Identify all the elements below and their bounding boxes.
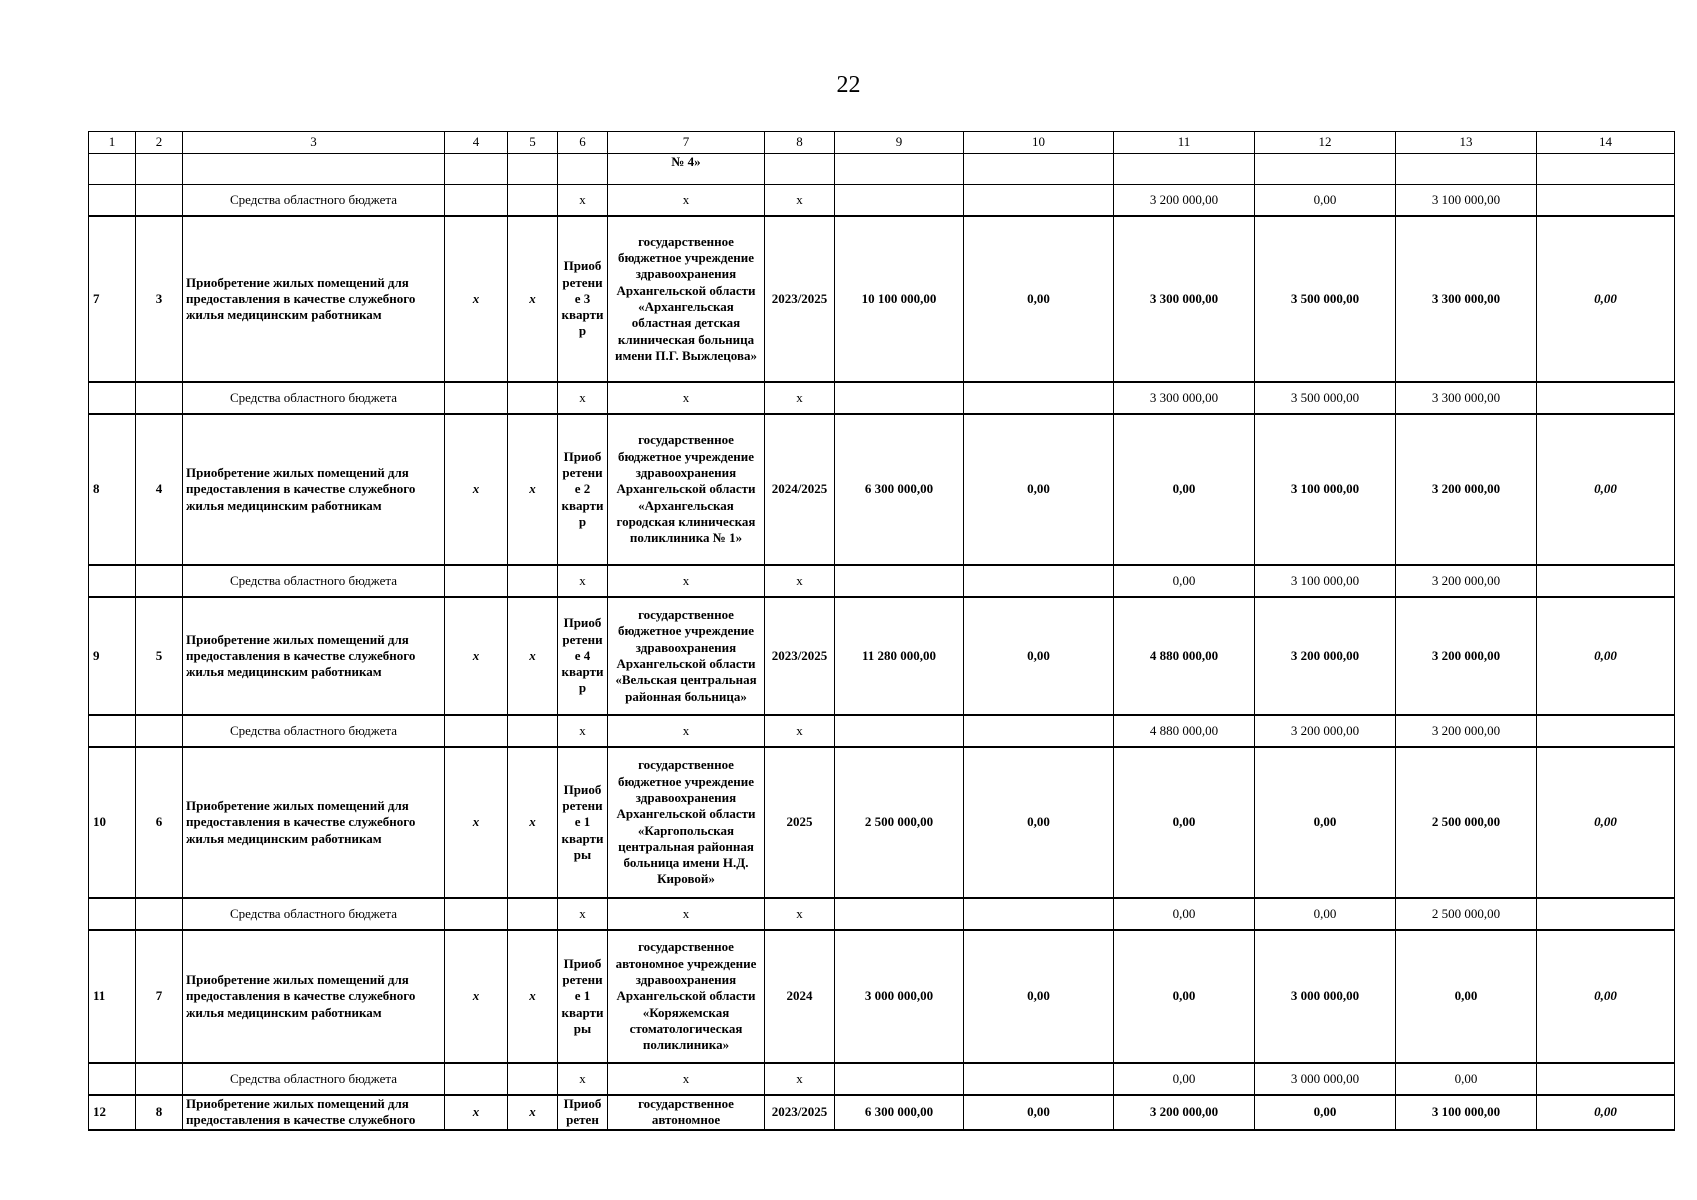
cell (835, 382, 964, 414)
cell (508, 382, 558, 414)
amount-2024: 3 000 000,00 (1255, 1063, 1396, 1095)
column-number: 3 (183, 132, 445, 154)
item-number: 4 (136, 414, 183, 565)
amount-2025: 3 200 000,00 (1396, 414, 1537, 565)
column-number-row (89, 132, 1675, 154)
amount-2023: 0,00 (1114, 747, 1255, 898)
item-name: Приобретение жилых помещений для предоставления в качестве служебного жилья медицинским работникам (183, 930, 445, 1063)
amount-2023: 0,00 (1114, 414, 1255, 565)
amount-2025: 3 300 000,00 (1396, 216, 1537, 382)
item-number: 8 (136, 1095, 183, 1130)
cell (89, 715, 136, 747)
executor-cell: государственное автономное (608, 1095, 765, 1130)
amount-2025: 3 200 000,00 (1396, 565, 1537, 597)
cell: х (558, 382, 608, 414)
row-number: 9 (89, 597, 136, 715)
budget-source-row (89, 1063, 1675, 1095)
cell (1537, 185, 1675, 217)
cell (89, 565, 136, 597)
cell: х (445, 1095, 508, 1130)
item-number: 3 (136, 216, 183, 382)
amount-2025: 3 300 000,00 (1396, 382, 1537, 414)
cell (508, 565, 558, 597)
cell (89, 154, 136, 185)
cell (508, 898, 558, 930)
prior-funding: 0,00 (964, 930, 1114, 1063)
amount-2024: 3 200 000,00 (1255, 597, 1396, 715)
executor-cell: государственное автономное учреждение здравоохранения Архангельской области «Коряжемская стоматологическая поликлиника» (608, 930, 765, 1063)
amount-2025: 0,00 (1396, 1063, 1537, 1095)
table-row (89, 747, 1675, 898)
balance-cell: 0,00 (1537, 414, 1675, 565)
row-number: 7 (89, 216, 136, 382)
row-number: 8 (89, 414, 136, 565)
cell (89, 1063, 136, 1095)
result-cell: Приобретен (558, 1095, 608, 1130)
amount-2024: 3 200 000,00 (1255, 715, 1396, 747)
cell (1537, 154, 1675, 185)
amount-2023: 0,00 (1114, 898, 1255, 930)
cell: х (445, 216, 508, 382)
cell (835, 898, 964, 930)
cell: х (765, 898, 835, 930)
total-cost: 10 100 000,00 (835, 216, 964, 382)
cell: х (608, 382, 765, 414)
cell (136, 154, 183, 185)
item-name: Приобретение жилых помещений для предоставления в качестве служебного жилья медицинским работникам (183, 597, 445, 715)
item-name: Приобретение жилых помещений для предоставления в качестве служебного жилья медицинским работникам (183, 414, 445, 565)
cell (835, 154, 964, 185)
cell (136, 898, 183, 930)
cell (136, 715, 183, 747)
amount-2023: 3 200 000,00 (1114, 1095, 1255, 1130)
funding-source-label: Средства областного бюджета (183, 1063, 445, 1095)
prior-funding: 0,00 (964, 747, 1114, 898)
table-body (89, 185, 1675, 1130)
item-name: Приобретение жилых помещений для предоставления в качестве служебного жилья медицинским работникам (183, 747, 445, 898)
amount-2024: 3 500 000,00 (1255, 216, 1396, 382)
cell: х (558, 565, 608, 597)
cell (445, 154, 508, 185)
funding-source-label: Средства областного бюджета (183, 898, 445, 930)
column-number: 11 (1114, 132, 1255, 154)
table-row (89, 597, 1675, 715)
cell (136, 1063, 183, 1095)
cell: х (608, 1063, 765, 1095)
cell (89, 382, 136, 414)
column-number: 2 (136, 132, 183, 154)
executor-cell: государственное бюджетное учреждение здравоохранения Архангельской области «Архангельская областная детская клиническая больница имени П.Г. Выжлецова» (608, 216, 765, 382)
budget-source-row (89, 898, 1675, 930)
cell: х (608, 715, 765, 747)
total-cost: 6 300 000,00 (835, 414, 964, 565)
amount-2023: 3 300 000,00 (1114, 382, 1255, 414)
prior-funding: 0,00 (964, 597, 1114, 715)
amount-2024: 0,00 (1255, 1095, 1396, 1130)
amount-2024: 3 500 000,00 (1255, 382, 1396, 414)
program-table (88, 131, 1675, 1131)
row-number: 12 (89, 1095, 136, 1130)
budget-source-row (89, 565, 1675, 597)
cell: х (508, 216, 558, 382)
cell (558, 154, 608, 185)
cell (136, 382, 183, 414)
cell (1396, 154, 1537, 185)
column-number: 6 (558, 132, 608, 154)
cell (964, 715, 1114, 747)
table-row (89, 930, 1675, 1063)
cell (964, 154, 1114, 185)
amount-2023: 3 200 000,00 (1114, 185, 1255, 217)
cell (1537, 1063, 1675, 1095)
cell: х (765, 382, 835, 414)
period-cell: 2024 (765, 930, 835, 1063)
cell (1255, 154, 1396, 185)
total-cost: 6 300 000,00 (835, 1095, 964, 1130)
cell (183, 154, 445, 185)
amount-2023: 0,00 (1114, 930, 1255, 1063)
amount-2025: 2 500 000,00 (1396, 898, 1537, 930)
cell (964, 382, 1114, 414)
budget-source-row (89, 382, 1675, 414)
cell (445, 715, 508, 747)
row-number: 10 (89, 747, 136, 898)
cell (964, 1063, 1114, 1095)
executor-cell: № 4» (608, 154, 765, 185)
amount-2023: 0,00 (1114, 1063, 1255, 1095)
budget-source-row (89, 715, 1675, 747)
continuation-row (89, 154, 1675, 185)
amount-2024: 3 100 000,00 (1255, 414, 1396, 565)
cell (964, 565, 1114, 597)
amount-2025: 2 500 000,00 (1396, 747, 1537, 898)
result-cell: Приобретение 3 квартир (558, 216, 608, 382)
cell (835, 565, 964, 597)
cell: х (765, 565, 835, 597)
cell: х (445, 597, 508, 715)
amount-2024: 3 100 000,00 (1255, 565, 1396, 597)
cell: х (508, 1095, 558, 1130)
table-row (89, 216, 1675, 382)
cell: х (445, 414, 508, 565)
balance-cell: 0,00 (1537, 747, 1675, 898)
amount-2024: 0,00 (1255, 185, 1396, 217)
amount-2023: 3 300 000,00 (1114, 216, 1255, 382)
period-cell: 2023/2025 (765, 216, 835, 382)
funding-source-label: Средства областного бюджета (183, 715, 445, 747)
amount-2025: 3 100 000,00 (1396, 1095, 1537, 1130)
balance-cell: 0,00 (1537, 216, 1675, 382)
prior-funding: 0,00 (964, 216, 1114, 382)
cell: х (558, 898, 608, 930)
cell: х (508, 414, 558, 565)
period-cell: 2023/2025 (765, 1095, 835, 1130)
page-number: 22 (836, 72, 861, 98)
cell (1537, 898, 1675, 930)
cell (835, 1063, 964, 1095)
cell: х (765, 185, 835, 217)
amount-2023: 4 880 000,00 (1114, 715, 1255, 747)
amount-2025: 3 200 000,00 (1396, 597, 1537, 715)
budget-source-row (89, 185, 1675, 217)
column-number: 5 (508, 132, 558, 154)
prior-funding: 0,00 (964, 1095, 1114, 1130)
cell (445, 565, 508, 597)
cell: х (508, 597, 558, 715)
result-cell: Приобретение 4 квартир (558, 597, 608, 715)
item-number: 5 (136, 597, 183, 715)
total-cost: 3 000 000,00 (835, 930, 964, 1063)
column-number: 4 (445, 132, 508, 154)
cell (1537, 565, 1675, 597)
result-cell: Приобретение 1 квартиры (558, 930, 608, 1063)
cell (508, 185, 558, 217)
executor-cell: государственное бюджетное учреждение здравоохранения Архангельской области «Каргопольская центральная районная больница имени Н.Д. Кировой» (608, 747, 765, 898)
cell (835, 185, 964, 217)
cell: х (765, 715, 835, 747)
amount-2025: 3 200 000,00 (1396, 715, 1537, 747)
cell (445, 898, 508, 930)
item-name: Приобретение жилых помещений для предоставления в качестве служебного жилья медицинским работникам (183, 216, 445, 382)
amount-2024: 0,00 (1255, 898, 1396, 930)
cell: х (508, 930, 558, 1063)
cell (765, 154, 835, 185)
item-number: 7 (136, 930, 183, 1063)
item-number: 6 (136, 747, 183, 898)
amount-2023: 4 880 000,00 (1114, 597, 1255, 715)
cell (508, 1063, 558, 1095)
cell (1537, 382, 1675, 414)
column-number: 12 (1255, 132, 1396, 154)
cell (508, 154, 558, 185)
table-row (89, 1095, 1675, 1130)
cell: х (508, 747, 558, 898)
cell: х (558, 1063, 608, 1095)
funding-source-label: Средства областного бюджета (183, 185, 445, 217)
period-cell: 2024/2025 (765, 414, 835, 565)
balance-cell: 0,00 (1537, 597, 1675, 715)
funding-source-label: Средства областного бюджета (183, 382, 445, 414)
amount-2024: 0,00 (1255, 747, 1396, 898)
amount-2025: 3 100 000,00 (1396, 185, 1537, 217)
column-number: 8 (765, 132, 835, 154)
funding-source-label: Средства областного бюджета (183, 565, 445, 597)
cell (89, 898, 136, 930)
column-number: 10 (964, 132, 1114, 154)
cell: х (608, 565, 765, 597)
cell (835, 715, 964, 747)
cell (1114, 154, 1255, 185)
balance-cell: 0,00 (1537, 930, 1675, 1063)
cell: х (608, 898, 765, 930)
cell (445, 185, 508, 217)
row-number: 11 (89, 930, 136, 1063)
amount-2023: 0,00 (1114, 565, 1255, 597)
total-cost: 2 500 000,00 (835, 747, 964, 898)
period-cell: 2025 (765, 747, 835, 898)
cell (964, 898, 1114, 930)
result-cell: Приобретение 2 квартир (558, 414, 608, 565)
cell (445, 1063, 508, 1095)
column-number: 14 (1537, 132, 1675, 154)
column-number: 1 (89, 132, 136, 154)
cell (89, 185, 136, 217)
cell: х (558, 715, 608, 747)
cell: х (558, 185, 608, 217)
cell: х (608, 185, 765, 217)
table-row (89, 414, 1675, 565)
total-cost: 11 280 000,00 (835, 597, 964, 715)
prior-funding: 0,00 (964, 414, 1114, 565)
cell: х (445, 930, 508, 1063)
column-number: 7 (608, 132, 765, 154)
column-number: 9 (835, 132, 964, 154)
period-cell: 2023/2025 (765, 597, 835, 715)
result-cell: Приобретение 1 квартиры (558, 747, 608, 898)
cell: х (445, 747, 508, 898)
cell: х (765, 1063, 835, 1095)
item-name: Приобретение жилых помещений для предоставления в качестве служебного (183, 1095, 445, 1130)
executor-cell: государственное бюджетное учреждение здравоохранения Архангельской области «Вельская центральная районная больница» (608, 597, 765, 715)
balance-cell: 0,00 (1537, 1095, 1675, 1130)
cell (1537, 715, 1675, 747)
cell (445, 382, 508, 414)
executor-cell: государственное бюджетное учреждение здравоохранения Архангельской области «Архангельская городская клиническая поликлиника № 1» (608, 414, 765, 565)
cell (136, 565, 183, 597)
column-number: 13 (1396, 132, 1537, 154)
amount-2024: 3 000 000,00 (1255, 930, 1396, 1063)
cell (508, 715, 558, 747)
amount-2025: 0,00 (1396, 930, 1537, 1063)
cell (964, 185, 1114, 217)
cell (136, 185, 183, 217)
